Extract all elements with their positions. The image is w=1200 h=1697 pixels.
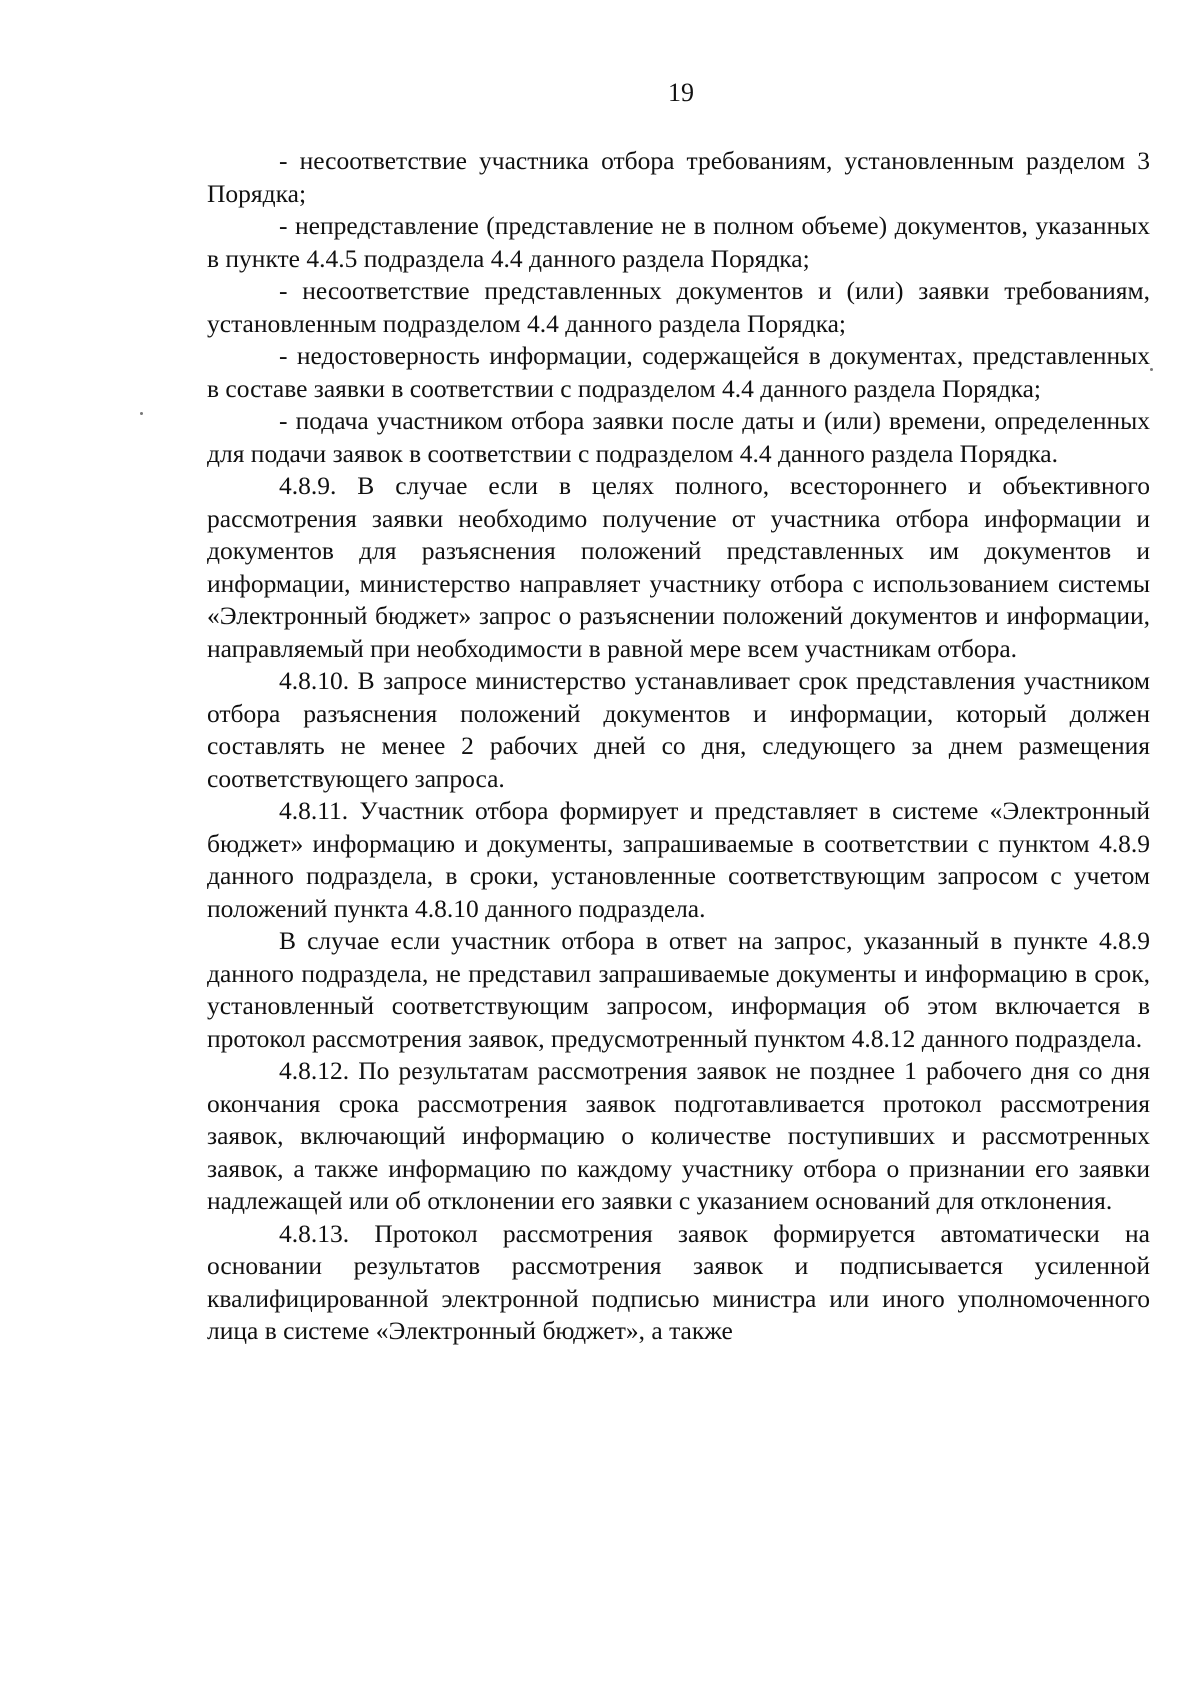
paragraph-criterion-5: - подача участником отбора заявки после даты и (или) времени, определенных для подачи заявок в соответствии с подразделом 4.4 данного раздела Порядка. <box>207 406 1150 468</box>
paragraph-criterion-1: - несоответствие участника отбора требованиям, установленным разделом 3 Порядка; <box>207 146 1150 208</box>
paragraph-4-8-11-continuation: В случае если участник отбора в ответ на запрос, указанный в пункте 4.8.9 данного подраздела, не представил запрашиваемые документы и информацию в срок, установленный соответствующим запросом, информация об этом включается в протокол рассмотрения заявок, предусмотренный пунктом 4.8.12 данного подраздела. <box>207 926 1150 1053</box>
paragraph-4-8-10: 4.8.10. В запросе министерство устанавливает срок представления участником отбора разъяснения положений документов и информации, который должен составлять не менее 2 рабочих дней со дня, следующего за днем размещения соответствующего запроса. <box>207 666 1150 793</box>
paragraph-4-8-9: 4.8.9. В случае если в целях полного, всестороннего и объективного рассмотрения заявки необходимо получение от участника отбора информации и документов для разъяснения положений представленных им документов и информации, министерство направляет участнику отбора с использованием системы «Электронный бюджет» запрос о разъяснении положений документов и информации, направляемый при необходимости в равной мере всем участникам отбора. <box>207 471 1150 663</box>
scan-speck <box>140 412 143 415</box>
paragraph-4-8-12: 4.8.12. По результатам рассмотрения заявок не позднее 1 рабочего дня со дня окончания срока рассмотрения заявок подготавливается протокол рассмотрения заявок, включающий информацию о количестве поступивших и рассмотренных заявок, а также информацию по каждому участнику отбора о признании его заявки надлежащей или об отклонении его заявки с указанием оснований для отклонения. <box>207 1056 1150 1215</box>
document-body <box>207 145 1150 1348</box>
paragraph-criterion-3: - несоответствие представленных документов и (или) заявки требованиям, установленным подразделом 4.4 данного раздела Порядка; <box>207 276 1150 338</box>
paragraph-4-8-11: 4.8.11. Участник отбора формирует и представляет в системе «Электронный бюджет» информацию и документы, запрашиваемые в соответствии с пунктом 4.8.9 данного подраздела, в сроки, установленные соответствующим запросом с учетом положений пункта 4.8.10 данного подраздела. <box>207 796 1150 923</box>
paragraph-criterion-4: - недостоверность информации, содержащейся в документах, представленных в составе заявки в соответствии с подразделом 4.4 данного раздела Порядка; <box>207 341 1150 403</box>
page-number: 19 <box>668 78 694 107</box>
scan-speck <box>1150 368 1153 371</box>
paragraph-4-8-13: 4.8.13. Протокол рассмотрения заявок формируется автоматически на основании результатов рассмотрения заявок и подписывается усиленной квалифицированной электронной подписью министра или иного уполномоченного лица в системе «Электронный бюджет», а также <box>207 1218 1150 1345</box>
paragraph-criterion-2: - непредставление (представление не в полном объеме) документов, указанных в пункте 4.4.5 подраздела 4.4 данного раздела Порядка; <box>207 211 1150 273</box>
